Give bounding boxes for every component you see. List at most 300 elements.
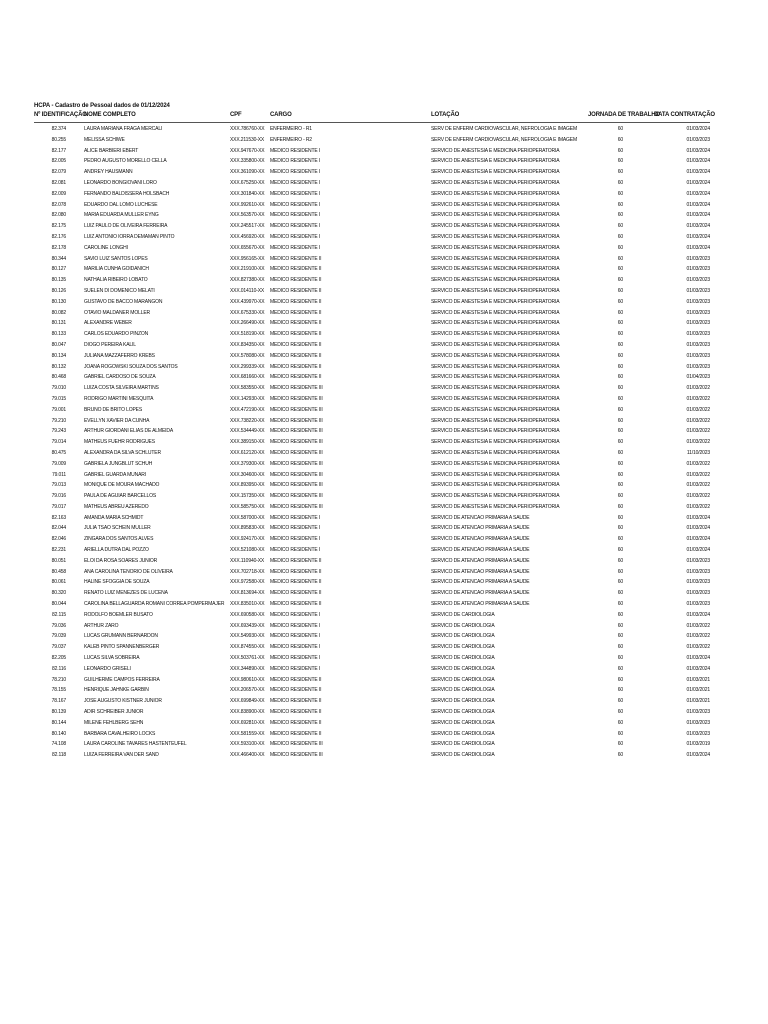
cell-jornada: 60 <box>617 212 623 219</box>
cell-identificacao: 79.013 <box>51 482 66 489</box>
table-row <box>0 309 768 320</box>
cell-nome: JOANA ROGOWSKI SOUZA DOS SANTOS <box>84 363 178 370</box>
cell-cpf: XXX.835010-XX <box>230 601 265 608</box>
cell-jornada: 60 <box>617 190 623 197</box>
cell-data-contratacao: 01/03/2022 <box>686 633 710 640</box>
cell-identificacao: 82.116 <box>51 665 66 672</box>
cell-cpf: XXX.956165-XX <box>230 255 265 262</box>
table-row <box>0 190 768 201</box>
cell-cargo: MEDICO RESIDENTE I <box>270 611 321 618</box>
table-row <box>0 503 768 514</box>
cell-cargo: MEDICO RESIDENTE II <box>270 676 322 683</box>
cell-jornada: 60 <box>617 439 623 446</box>
cell-lotacao: SERVICO DE ANESTESIA E MEDICINA PERIOPERATORIA <box>431 298 560 305</box>
cell-cpf: XXX.299339-XX <box>230 363 265 370</box>
cell-cpf: XXX.344890-XX <box>230 665 265 672</box>
cell-jornada: 60 <box>617 601 623 608</box>
cell-jornada: 60 <box>617 687 623 694</box>
table-row <box>0 373 768 384</box>
cell-identificacao: 82.178 <box>51 244 66 251</box>
cell-identificacao: 79.039 <box>51 633 66 640</box>
table-row <box>0 352 768 363</box>
cell-jornada: 60 <box>617 633 623 640</box>
table-row <box>0 622 768 633</box>
cell-identificacao: 78.210 <box>51 676 66 683</box>
cell-data-contratacao: 01/03/2024 <box>686 223 710 230</box>
table-row <box>0 740 768 751</box>
cell-cpf: XXX.563570-XX <box>230 212 265 219</box>
cell-data-contratacao: 01/03/2024 <box>686 212 710 219</box>
cell-lotacao: SERVICO DE ANESTESIA E MEDICINA PERIOPERATORIA <box>431 493 560 500</box>
cell-identificacao: 79.210 <box>51 417 66 424</box>
cell-cargo: MEDICO RESIDENTE I <box>270 644 321 651</box>
cell-cargo: MEDICO RESIDENTE II <box>270 557 322 564</box>
cell-nome: MARILIA CUNHA GOIDANICH <box>84 266 149 273</box>
cell-data-contratacao: 01/03/2024 <box>686 752 710 759</box>
cell-data-contratacao: 01/03/2024 <box>686 190 710 197</box>
cell-identificacao: 82.118 <box>51 752 66 759</box>
cell-jornada: 60 <box>617 449 623 456</box>
cell-jornada: 60 <box>617 277 623 284</box>
cell-data-contratacao: 11/10/2023 <box>686 449 710 456</box>
cell-jornada: 60 <box>617 223 623 230</box>
cell-cpf: XXX.972580-XX <box>230 579 265 586</box>
cell-identificacao: 82.079 <box>51 169 66 176</box>
cell-nome: ALEXANDRE WEBER <box>84 320 132 327</box>
cell-jornada: 60 <box>617 719 623 726</box>
cell-data-contratacao: 01/03/2023 <box>686 298 710 305</box>
cell-identificacao: 74.108 <box>51 741 66 748</box>
cell-nome: ARIELLA DUTRA DAL POZZO <box>84 547 149 554</box>
cell-jornada: 60 <box>617 352 623 359</box>
cell-nome: GABRIEL GUARDA MUNARI <box>84 471 146 478</box>
table-row <box>0 438 768 449</box>
cell-jornada: 60 <box>617 406 623 413</box>
cell-identificacao: 80.468 <box>51 374 66 381</box>
cell-lotacao: SERVICO DE ANESTESIA E MEDICINA PERIOPERATORIA <box>431 417 560 424</box>
cell-data-contratacao: 01/03/2024 <box>686 179 710 186</box>
cell-data-contratacao: 01/03/2022 <box>686 482 710 489</box>
cell-nome: LEONARDO GRISELI <box>84 665 131 672</box>
cell-data-contratacao: 01/03/2024 <box>686 201 710 208</box>
cell-jornada: 60 <box>617 255 623 262</box>
cell-lotacao: SERVICO DE ANESTESIA E MEDICINA PERIOPERATORIA <box>431 428 560 435</box>
cell-identificacao: 82.176 <box>51 233 66 240</box>
cell-cargo: MEDICO RESIDENTE III <box>270 741 323 748</box>
cell-jornada: 60 <box>617 644 623 651</box>
table-row <box>0 719 768 730</box>
cell-jornada: 60 <box>617 514 623 521</box>
cell-data-contratacao: 01/03/2023 <box>686 136 710 143</box>
table-row <box>0 492 768 503</box>
cell-cargo: MEDICO RESIDENTE I <box>270 622 321 629</box>
cell-data-contratacao: 01/03/2023 <box>686 320 710 327</box>
cell-jornada: 60 <box>617 363 623 370</box>
cell-cpf: XXX.587000-XX <box>230 514 265 521</box>
cell-identificacao: 80.044 <box>51 601 66 608</box>
cell-data-contratacao: 01/03/2024 <box>686 244 710 251</box>
cell-cpf: XXX.142930-XX <box>230 395 265 402</box>
cell-jornada: 60 <box>617 374 623 381</box>
table-row <box>0 730 768 741</box>
cell-cpf: XXX.702718-XX <box>230 568 265 575</box>
cell-jornada: 60 <box>617 331 623 338</box>
cell-cpf: XXX.110940-XX <box>230 557 265 564</box>
cell-data-contratacao: 01/03/2023 <box>686 341 710 348</box>
cell-jornada: 60 <box>617 179 623 186</box>
cell-cpf: XXX.655670-XX <box>230 244 265 251</box>
cell-lotacao: SERVICO DE CARDIOLOGIA <box>431 709 495 716</box>
cell-identificacao: 80.047 <box>51 341 66 348</box>
cell-data-contratacao: 01/03/2023 <box>686 730 710 737</box>
cell-identificacao: 80.135 <box>51 277 66 284</box>
table-row <box>0 427 768 438</box>
table-row <box>0 384 768 395</box>
cell-lotacao: SERVICO DE ANESTESIA E MEDICINA PERIOPERATORIA <box>431 471 560 478</box>
table-row <box>0 514 768 525</box>
table-row <box>0 676 768 687</box>
cell-jornada: 60 <box>617 525 623 532</box>
cell-cargo: MEDICO RESIDENTE II <box>270 320 322 327</box>
cell-lotacao: SERVICO DE CARDIOLOGIA <box>431 741 495 748</box>
cell-cpf: XXX.738220-XX <box>230 417 265 424</box>
cell-data-contratacao: 01/03/2024 <box>686 158 710 165</box>
cell-data-contratacao: 01/03/2024 <box>686 233 710 240</box>
cell-data-contratacao: 01/03/2022 <box>686 622 710 629</box>
cell-lotacao: SERVICO DE CARDIOLOGIA <box>431 719 495 726</box>
table-body <box>0 125 768 762</box>
header-data-contratacao: DATA CONTRATAÇÃO <box>654 112 715 118</box>
table-row <box>0 481 768 492</box>
cell-nome: JOSE AUGUSTO KISTNER JUNIOR <box>84 698 162 705</box>
cell-identificacao: 79.001 <box>51 406 66 413</box>
cell-jornada: 60 <box>617 395 623 402</box>
cell-lotacao: SERVICO DE ANESTESIA E MEDICINA PERIOPERATORIA <box>431 287 560 294</box>
table-row <box>0 125 768 136</box>
cell-data-contratacao: 01/03/2024 <box>686 536 710 543</box>
cell-data-contratacao: 01/03/2021 <box>686 687 710 694</box>
cell-jornada: 60 <box>617 482 623 489</box>
cell-cpf: XXX.681660-XX <box>230 374 265 381</box>
cell-identificacao: 79.037 <box>51 644 66 651</box>
cell-nome: LUIZA COSTA SILVEIRA MARTINS <box>84 385 159 392</box>
cell-nome: ARTHUR ZARO <box>84 622 119 629</box>
cell-cpf: XXX.834350-XX <box>230 341 265 348</box>
cell-jornada: 60 <box>617 266 623 273</box>
cell-data-contratacao: 01/03/2022 <box>686 439 710 446</box>
cell-jornada: 60 <box>617 320 623 327</box>
cell-cpf: XXX.593100-XX <box>230 741 265 748</box>
cell-cargo: MEDICO RESIDENTE I <box>270 514 321 521</box>
cell-lotacao: SERVICO DE ANESTESIA E MEDICINA PERIOPERATORIA <box>431 233 560 240</box>
cell-lotacao: SERVICO DE ATENCAO PRIMARIA A SAUDE <box>431 590 530 597</box>
cell-cpf: XXX.206570-XX <box>230 687 265 694</box>
cell-jornada: 60 <box>617 568 623 575</box>
cell-nome: ANDREY HAUSMANN <box>84 169 133 176</box>
cell-cargo: MEDICO RESIDENTE I <box>270 233 321 240</box>
cell-identificacao: 82.175 <box>51 223 66 230</box>
table-row <box>0 298 768 309</box>
cell-lotacao: SERVICO DE CARDIOLOGIA <box>431 611 495 618</box>
table-row <box>0 557 768 568</box>
cell-jornada: 60 <box>617 611 623 618</box>
cell-cargo: MEDICO RESIDENTE III <box>270 439 323 446</box>
cell-cargo: MEDICO RESIDENTE II <box>270 363 322 370</box>
table-row <box>0 233 768 244</box>
table-row <box>0 751 768 762</box>
cell-jornada: 60 <box>617 136 623 143</box>
cell-cpf: XXX.518190-XX <box>230 331 265 338</box>
cell-nome: SUELEN DI DOMENICO MELATI <box>84 287 155 294</box>
cell-cargo: MEDICO RESIDENTE I <box>270 244 321 251</box>
cell-cpf: XXX.693439-XX <box>230 622 265 629</box>
cell-lotacao: SERVICO DE CARDIOLOGIA <box>431 752 495 759</box>
cell-jornada: 60 <box>617 579 623 586</box>
cell-lotacao: SERVICO DE ATENCAO PRIMARIA A SAUDE <box>431 536 530 543</box>
table-row <box>0 319 768 330</box>
cell-nome: MONIQUE DE MOURA MACHADO <box>84 482 160 489</box>
cell-nome: KALEB PINTO SPANNENBERGER <box>84 644 160 651</box>
cell-nome: HALINE SFOGGIA DE SOUZA <box>84 579 150 586</box>
cell-lotacao: SERVICO DE ATENCAO PRIMARIA A SAUDE <box>431 547 530 554</box>
cell-lotacao: SERVICO DE ANESTESIA E MEDICINA PERIOPERATORIA <box>431 449 560 456</box>
header-jornada: JORNADA DE TRABALHO <box>588 112 660 118</box>
cell-lotacao: SERV DE ENFERM CARDIOVASCULAR, NEFROLOGIA E IMAGEM <box>431 126 577 132</box>
cell-identificacao: 79.016 <box>51 493 66 500</box>
cell-identificacao: 78.167 <box>51 698 66 705</box>
cell-jornada: 60 <box>617 698 623 705</box>
cell-nome: MATHEUS FUEHR RODRIGUES <box>84 439 155 446</box>
cell-jornada: 60 <box>617 471 623 478</box>
cell-nome: RENATO LUIZ MENEZES DE LUCENA <box>84 590 168 597</box>
cell-data-contratacao: 01/03/2022 <box>686 395 710 402</box>
cell-lotacao: SERVICO DE ATENCAO PRIMARIA A SAUDE <box>431 514 530 521</box>
cell-cargo: MEDICO RESIDENTE I <box>270 536 321 543</box>
cell-cargo: MEDICO RESIDENTE I <box>270 190 321 197</box>
cell-nome: JULIA TSAO SCHEIN MULLER <box>84 525 151 532</box>
cell-jornada: 60 <box>617 590 623 597</box>
cell-data-contratacao: 01/03/2023 <box>686 568 710 575</box>
cell-nome: ARTHUR GIORDANI ELIAS DE ALMEIDA <box>84 428 174 435</box>
cell-lotacao: SERVICO DE ANESTESIA E MEDICINA PERIOPERATORIA <box>431 482 560 489</box>
cell-nome: BARBARA CAVALHEIRO LOCKS <box>84 730 156 737</box>
cell-data-contratacao: 01/03/2023 <box>686 352 710 359</box>
cell-lotacao: SERVICO DE ANESTESIA E MEDICINA PERIOPERATORIA <box>431 363 560 370</box>
table-row <box>0 244 768 255</box>
cell-cargo: MEDICO RESIDENTE III <box>270 406 323 413</box>
header-divider <box>34 122 710 123</box>
cell-cpf: XXX.549930-XX <box>230 633 265 640</box>
cell-cpf: XXX.389150-XX <box>230 439 265 446</box>
cell-jornada: 60 <box>617 665 623 672</box>
cell-jornada: 60 <box>617 169 623 176</box>
cell-cpf: XXX.014110-XX <box>230 287 265 294</box>
cell-nome: PEDRO AUGUSTO MORELLO CELLA <box>84 158 167 165</box>
cell-data-contratacao: 01/03/2023 <box>686 557 710 564</box>
cell-identificacao: 80.320 <box>51 590 66 597</box>
cell-jornada: 60 <box>617 503 623 510</box>
cell-identificacao: 82.081 <box>51 179 66 186</box>
cell-cargo: MEDICO RESIDENTE II <box>270 579 322 586</box>
header-lotacao: LOTAÇÃO <box>431 112 460 118</box>
cell-cargo: MEDICO RESIDENTE III <box>270 428 323 435</box>
cell-nome: LUCAS SILVA SOBREIRA <box>84 655 140 662</box>
cell-jornada: 60 <box>617 298 623 305</box>
cell-nome: CARLOS EDUARDO PINZON <box>84 331 149 338</box>
cell-cargo: MEDICO RESIDENTE III <box>270 482 323 489</box>
cell-identificacao: 78.155 <box>51 687 66 694</box>
cell-identificacao: 82.374 <box>51 126 66 132</box>
cell-nome: ALICE BARBIERI EBERT <box>84 147 139 154</box>
cell-jornada: 60 <box>617 536 623 543</box>
cell-nome: LUIZ PAULO DE OLIVEIRA FERREIRA <box>84 223 168 230</box>
cell-cargo: MEDICO RESIDENTE II <box>270 590 322 597</box>
cell-identificacao: 82.078 <box>51 201 66 208</box>
cell-cpf: XXX.581559-XX <box>230 730 265 737</box>
cell-lotacao: SERVICO DE ANESTESIA E MEDICINA PERIOPERATORIA <box>431 460 560 467</box>
cell-identificacao: 80.133 <box>51 331 66 338</box>
cell-identificacao: 79.009 <box>51 460 66 467</box>
cell-lotacao: SERVICO DE CARDIOLOGIA <box>431 730 495 737</box>
cell-data-contratacao: 01/03/2023 <box>686 363 710 370</box>
cell-cargo: MEDICO RESIDENTE II <box>270 298 322 305</box>
cell-cargo: MEDICO RESIDENTE II <box>270 709 322 716</box>
cell-jornada: 60 <box>617 741 623 748</box>
cell-data-contratacao: 01/03/2024 <box>686 169 710 176</box>
cell-cargo: MEDICO RESIDENTE II <box>270 277 322 284</box>
cell-jornada: 60 <box>617 493 623 500</box>
cell-cpf: XXX.699849-XX <box>230 698 265 705</box>
cell-cpf: XXX.379300-XX <box>230 460 265 467</box>
cell-lotacao: SERVICO DE ANESTESIA E MEDICINA PERIOPERATORIA <box>431 223 560 230</box>
table-row <box>0 395 768 406</box>
cell-cpf: XXX.893950-XX <box>230 482 265 489</box>
cell-cargo: MEDICO RESIDENTE II <box>270 719 322 726</box>
cell-cargo: ENFERMEIRO - R1 <box>270 126 312 132</box>
table-row <box>0 157 768 168</box>
table-row <box>0 578 768 589</box>
table-row <box>0 363 768 374</box>
cell-lotacao: SERVICO DE ANESTESIA E MEDICINA PERIOPERATORIA <box>431 158 560 165</box>
cell-cargo: MEDICO RESIDENTE I <box>270 655 321 662</box>
cell-cpf: XXX.211530-XX <box>230 136 265 143</box>
cell-lotacao: SERVICO DE CARDIOLOGIA <box>431 644 495 651</box>
cell-cargo: MEDICO RESIDENTE I <box>270 665 321 672</box>
cell-cargo: MEDICO RESIDENTE II <box>270 374 322 381</box>
table-row <box>0 211 768 222</box>
cell-lotacao: SERVICO DE CARDIOLOGIA <box>431 676 495 683</box>
cell-identificacao: 80.061 <box>51 579 66 586</box>
cell-data-contratacao: 01/03/2023 <box>686 277 710 284</box>
cell-nome: CAROLINA BELLAGUARDA ROMANI CORREA POMPERMAJER <box>84 601 225 608</box>
cell-data-contratacao: 01/03/2024 <box>686 655 710 662</box>
cell-cargo: MEDICO RESIDENTE II <box>270 287 322 294</box>
cell-cpf: XXX.472190-XX <box>230 406 265 413</box>
cell-lotacao: SERVICO DE ANESTESIA E MEDICINA PERIOPERATORIA <box>431 309 560 316</box>
cell-cpf: XXX.361090-XX <box>230 169 265 176</box>
cell-identificacao: 80.082 <box>51 309 66 316</box>
cell-identificacao: 80.134 <box>51 352 66 359</box>
cell-jornada: 60 <box>617 752 623 759</box>
cell-lotacao: SERV DE ENFERM CARDIOVASCULAR, NEFROLOGIA E IMAGEM <box>431 136 577 143</box>
cell-jornada: 60 <box>617 201 623 208</box>
cell-identificacao: 82.163 <box>51 514 66 521</box>
cell-cpf: XXX.503761-XX <box>230 655 265 662</box>
table-row <box>0 471 768 482</box>
cell-lotacao: SERVICO DE ANESTESIA E MEDICINA PERIOPERATORIA <box>431 147 560 154</box>
cell-data-contratacao: 01/03/2023 <box>686 266 710 273</box>
cell-nome: RODOLFO BOEMLER BUSATO <box>84 611 153 618</box>
cell-nome: BRUNO DE BRITO LOPES <box>84 406 143 413</box>
cell-cargo: MEDICO RESIDENTE II <box>270 309 322 316</box>
cell-nome: LAURA CAROLINE TAVARES HASTENTEUFEL <box>84 741 187 748</box>
cell-cpf: XXX.675250-XX <box>230 179 265 186</box>
cell-identificacao: 82.177 <box>51 147 66 154</box>
cell-lotacao: SERVICO DE ANESTESIA E MEDICINA PERIOPERATORIA <box>431 266 560 273</box>
cell-cargo: MEDICO RESIDENTE III <box>270 752 323 759</box>
cell-cpf: XXX.690580-XX <box>230 611 265 618</box>
cell-identificacao: 80.051 <box>51 557 66 564</box>
table-row <box>0 589 768 600</box>
cell-cargo: MEDICO RESIDENTE I <box>270 223 321 230</box>
cell-data-contratacao: 01/04/2023 <box>686 374 710 381</box>
cell-lotacao: SERVICO DE ATENCAO PRIMARIA A SAUDE <box>431 525 530 532</box>
table-row <box>0 665 768 676</box>
cell-lotacao: SERVICO DE CARDIOLOGIA <box>431 655 495 662</box>
cell-identificacao: 82.205 <box>51 655 66 662</box>
cell-cpf: XXX.585750-XX <box>230 503 265 510</box>
cell-identificacao: 79.243 <box>51 428 66 435</box>
cell-cargo: MEDICO RESIDENTE I <box>270 547 321 554</box>
cell-identificacao: 79.036 <box>51 622 66 629</box>
cell-cargo: MEDICO RESIDENTE I <box>270 158 321 165</box>
cell-nome: MARIA EDUARDA MULLER EYNG <box>84 212 159 219</box>
cell-nome: ZINGARA DOS SANTOS ALVES <box>84 536 154 543</box>
cell-data-contratacao: 01/03/2024 <box>686 147 710 154</box>
cell-jornada: 60 <box>617 417 623 424</box>
cell-nome: GABRIELA JUNGBLUT SCHUH <box>84 460 153 467</box>
table-row <box>0 287 768 298</box>
cell-nome: HENRIQUE JAHNKE GARBIN <box>84 687 149 694</box>
cell-identificacao: 80.144 <box>51 719 66 726</box>
cell-data-contratacao: 01/03/2022 <box>686 460 710 467</box>
cell-lotacao: SERVICO DE ANESTESIA E MEDICINA PERIOPERATORIA <box>431 385 560 392</box>
header-nome-completo: NOME COMPLETO <box>84 112 136 118</box>
cell-nome: ADIR SCHREIBER JUNIOR <box>84 709 144 716</box>
cell-cpf: XXX.335800-XX <box>230 158 265 165</box>
cell-lotacao: SERVICO DE CARDIOLOGIA <box>431 698 495 705</box>
cell-nome: LUIZ ANTONIO IORRA DEMAMAN PINTO <box>84 233 175 240</box>
cell-lotacao: SERVICO DE ANESTESIA E MEDICINA PERIOPERATORIA <box>431 331 560 338</box>
cell-jornada: 60 <box>617 547 623 554</box>
cell-jornada: 60 <box>617 622 623 629</box>
table-row <box>0 708 768 719</box>
cell-nome: SAVIO LUIZ SANTOS LOPES <box>84 255 148 262</box>
cell-lotacao: SERVICO DE ANESTESIA E MEDICINA PERIOPERATORIA <box>431 503 560 510</box>
cell-data-contratacao: 01/03/2023 <box>686 579 710 586</box>
table-row <box>0 449 768 460</box>
cell-cargo: MEDICO RESIDENTE III <box>270 449 323 456</box>
cell-nome: NATHALIA RIBEIRO LOBATO <box>84 277 148 284</box>
cell-data-contratacao: 01/03/2024 <box>686 611 710 618</box>
cell-lotacao: SERVICO DE ANESTESIA E MEDICINA PERIOPERATORIA <box>431 179 560 186</box>
cell-nome: LUIZA FERREIRA VAN DER SAND <box>84 752 159 759</box>
table-row <box>0 168 768 179</box>
cell-lotacao: SERVICO DE ANESTESIA E MEDICINA PERIOPERATORIA <box>431 439 560 446</box>
cell-identificacao: 80.127 <box>51 266 66 273</box>
table-row <box>0 546 768 557</box>
table-row <box>0 611 768 622</box>
